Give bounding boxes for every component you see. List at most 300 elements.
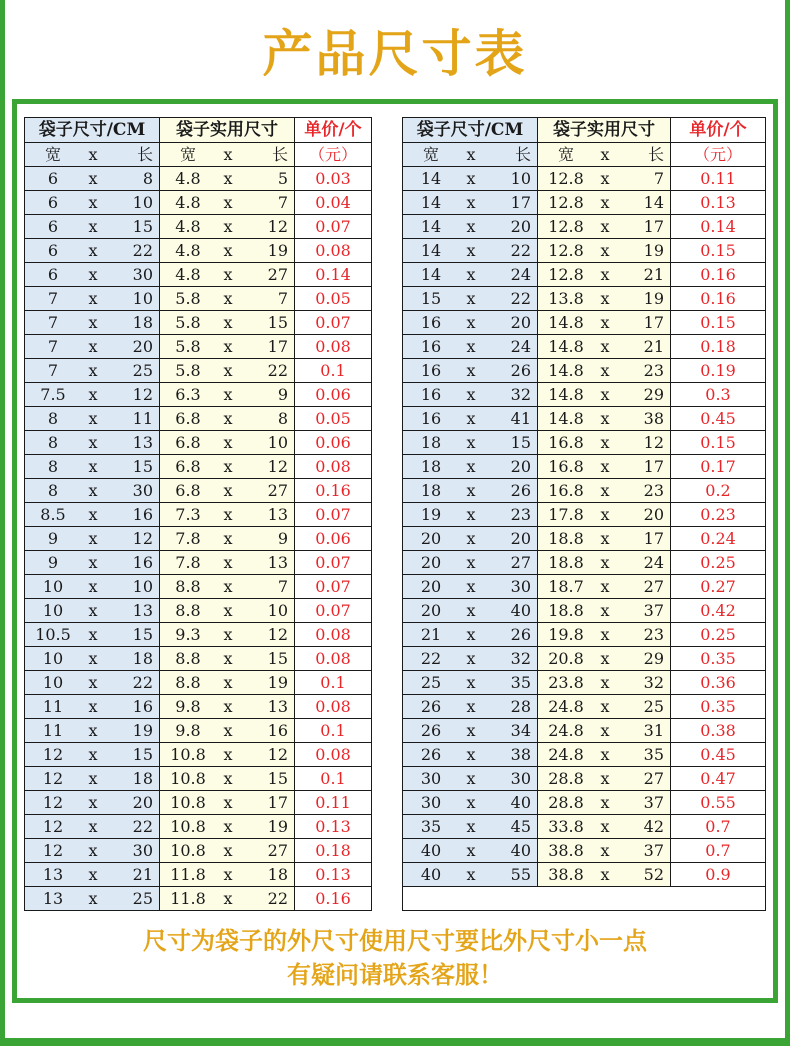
times-sign: x bbox=[88, 289, 98, 308]
length-value: 40 bbox=[510, 601, 531, 620]
table-row bbox=[25, 647, 372, 671]
price-cell: 0.05 bbox=[295, 407, 372, 431]
length-value: 20 bbox=[132, 337, 153, 356]
length-value: 38 bbox=[510, 745, 531, 764]
times-sign: x bbox=[466, 817, 476, 836]
width-value: 19.8 bbox=[548, 625, 584, 644]
table-row bbox=[25, 431, 372, 455]
times-sign: x bbox=[600, 241, 610, 260]
times-sign: x bbox=[466, 265, 476, 284]
subheader-length: 长 bbox=[136, 145, 153, 164]
times-sign: x bbox=[223, 745, 233, 764]
times-sign: x bbox=[223, 841, 233, 860]
usable-size-cell bbox=[160, 743, 295, 767]
subheader-x: x bbox=[88, 145, 98, 164]
bag-size-cell bbox=[403, 599, 538, 623]
subheader-length: 长 bbox=[647, 145, 664, 164]
price-cell: 0.08 bbox=[295, 647, 372, 671]
bag-size-cell bbox=[25, 239, 160, 263]
width-value: 14 bbox=[420, 241, 442, 260]
times-sign: x bbox=[88, 433, 98, 452]
width-value: 12 bbox=[42, 817, 64, 836]
times-sign: x bbox=[88, 625, 98, 644]
length-value: 27 bbox=[643, 577, 664, 596]
length-value: 26 bbox=[510, 625, 531, 644]
width-value: 6.8 bbox=[175, 457, 201, 476]
length-value: 26 bbox=[510, 481, 531, 500]
price-cell: 0.45 bbox=[671, 743, 766, 767]
times-sign: x bbox=[88, 649, 98, 668]
times-sign: x bbox=[223, 313, 233, 332]
width-value: 8 bbox=[47, 433, 59, 452]
times-sign: x bbox=[466, 553, 476, 572]
times-sign: x bbox=[600, 337, 610, 356]
width-value: 9.8 bbox=[175, 721, 201, 740]
table-row bbox=[25, 671, 372, 695]
times-sign: x bbox=[88, 313, 98, 332]
subheader-x: x bbox=[223, 145, 233, 164]
width-value: 14.8 bbox=[548, 409, 584, 428]
bag-size-cell bbox=[403, 575, 538, 599]
times-sign: x bbox=[466, 745, 476, 764]
price-cell: 0.18 bbox=[671, 335, 766, 359]
length-value: 30 bbox=[510, 577, 531, 596]
table-row bbox=[403, 719, 766, 743]
length-value: 22 bbox=[510, 289, 531, 308]
width-value: 26 bbox=[420, 697, 442, 716]
usable-size-cell bbox=[160, 479, 295, 503]
table-row bbox=[25, 887, 372, 911]
width-value: 20 bbox=[420, 577, 442, 596]
subheader-width: 宽 bbox=[44, 145, 61, 164]
length-value: 21 bbox=[643, 265, 664, 284]
length-value: 38 bbox=[643, 409, 664, 428]
table-row bbox=[403, 311, 766, 335]
times-sign: x bbox=[223, 337, 233, 356]
times-sign: x bbox=[466, 433, 476, 452]
length-value: 9 bbox=[277, 385, 288, 404]
price-cell: 0.1 bbox=[295, 359, 372, 383]
length-value: 35 bbox=[510, 673, 531, 692]
price-cell: 0.07 bbox=[295, 575, 372, 599]
times-sign: x bbox=[223, 673, 233, 692]
length-value: 30 bbox=[510, 769, 531, 788]
width-value: 8 bbox=[47, 409, 59, 428]
price-cell: 0.06 bbox=[295, 383, 372, 407]
table-row bbox=[25, 359, 372, 383]
bag-size-cell bbox=[25, 383, 160, 407]
width-value: 17.8 bbox=[548, 505, 584, 524]
width-value: 20 bbox=[420, 529, 442, 548]
table-header-row bbox=[403, 118, 766, 143]
bag-size-cell bbox=[25, 719, 160, 743]
times-sign: x bbox=[88, 169, 98, 188]
times-sign: x bbox=[600, 265, 610, 284]
times-sign: x bbox=[88, 193, 98, 212]
times-sign: x bbox=[600, 361, 610, 380]
table-row bbox=[25, 239, 372, 263]
price-cell: 0.38 bbox=[671, 719, 766, 743]
length-value: 15 bbox=[132, 217, 153, 236]
price-cell: 0.35 bbox=[671, 695, 766, 719]
table-row bbox=[403, 767, 766, 791]
bag-size-cell bbox=[403, 743, 538, 767]
length-value: 7 bbox=[277, 193, 288, 212]
times-sign: x bbox=[600, 481, 610, 500]
table-row bbox=[403, 383, 766, 407]
price-cell: 0.13 bbox=[671, 191, 766, 215]
times-sign: x bbox=[223, 217, 233, 236]
bag-size-cell bbox=[403, 191, 538, 215]
bag-size-cell bbox=[25, 551, 160, 575]
usable-size-cell bbox=[538, 167, 671, 191]
bag-size-cell bbox=[25, 431, 160, 455]
usable-size-cell bbox=[160, 575, 295, 599]
length-value: 13 bbox=[132, 601, 153, 620]
length-value: 18 bbox=[267, 865, 288, 884]
width-value: 10.8 bbox=[170, 793, 206, 812]
times-sign: x bbox=[466, 601, 476, 620]
length-value: 8 bbox=[277, 409, 288, 428]
times-sign: x bbox=[88, 409, 98, 428]
table-row bbox=[403, 215, 766, 239]
width-value: 9.3 bbox=[175, 625, 201, 644]
usable-size-cell bbox=[160, 503, 295, 527]
table-row bbox=[403, 167, 766, 191]
bag-size-cell bbox=[25, 695, 160, 719]
price-cell: 0.08 bbox=[295, 695, 372, 719]
times-sign: x bbox=[223, 289, 233, 308]
price-cell: 0.16 bbox=[671, 263, 766, 287]
times-sign: x bbox=[88, 697, 98, 716]
usable-size-cell bbox=[538, 599, 671, 623]
price-cell: 0.25 bbox=[671, 551, 766, 575]
width-value: 40 bbox=[420, 841, 442, 860]
times-sign: x bbox=[466, 649, 476, 668]
times-sign: x bbox=[223, 817, 233, 836]
width-value: 10 bbox=[42, 577, 64, 596]
usable-size-cell bbox=[160, 335, 295, 359]
table-row-empty bbox=[403, 887, 766, 911]
times-sign: x bbox=[466, 217, 476, 236]
length-value: 15 bbox=[267, 649, 288, 668]
usable-size-cell bbox=[160, 647, 295, 671]
bag-size-cell bbox=[403, 431, 538, 455]
table-row bbox=[25, 599, 372, 623]
times-sign: x bbox=[600, 457, 610, 476]
table-row bbox=[25, 287, 372, 311]
table-row bbox=[403, 695, 766, 719]
bag-size-cell bbox=[25, 263, 160, 287]
width-value: 7.8 bbox=[175, 553, 201, 572]
times-sign: x bbox=[600, 817, 610, 836]
price-cell: 0.1 bbox=[295, 767, 372, 791]
width-value: 38.8 bbox=[548, 865, 584, 884]
width-value: 5.8 bbox=[175, 337, 201, 356]
price-cell: 0.15 bbox=[671, 311, 766, 335]
width-value: 6 bbox=[47, 241, 59, 260]
length-value: 24 bbox=[643, 553, 664, 572]
price-cell: 0.45 bbox=[671, 407, 766, 431]
usable-size-cell bbox=[538, 359, 671, 383]
length-value: 15 bbox=[132, 457, 153, 476]
width-value: 4.8 bbox=[175, 265, 201, 284]
length-value: 40 bbox=[510, 793, 531, 812]
times-sign: x bbox=[600, 577, 610, 596]
subheader-currency: （元） bbox=[295, 143, 372, 167]
times-sign: x bbox=[88, 457, 98, 476]
usable-size-cell bbox=[538, 551, 671, 575]
length-value: 29 bbox=[643, 649, 664, 668]
times-sign: x bbox=[600, 193, 610, 212]
length-value: 17 bbox=[267, 793, 288, 812]
subheader-currency: （元） bbox=[671, 143, 766, 167]
price-cell: 0.16 bbox=[671, 287, 766, 311]
times-sign: x bbox=[600, 769, 610, 788]
times-sign: x bbox=[223, 193, 233, 212]
width-value: 10.8 bbox=[170, 745, 206, 764]
table-row bbox=[25, 191, 372, 215]
times-sign: x bbox=[223, 169, 233, 188]
width-value: 7.5 bbox=[40, 385, 66, 404]
length-value: 10 bbox=[267, 433, 288, 452]
price-cell: 0.36 bbox=[671, 671, 766, 695]
usable-size-cell bbox=[538, 335, 671, 359]
times-sign: x bbox=[600, 217, 610, 236]
length-value: 16 bbox=[132, 505, 153, 524]
table-row bbox=[25, 863, 372, 887]
times-sign: x bbox=[223, 577, 233, 596]
table-row bbox=[403, 359, 766, 383]
width-value: 10 bbox=[42, 673, 64, 692]
width-value: 16 bbox=[420, 409, 442, 428]
times-sign: x bbox=[466, 529, 476, 548]
width-value: 12 bbox=[42, 841, 64, 860]
times-sign: x bbox=[466, 337, 476, 356]
price-cell: 0.07 bbox=[295, 503, 372, 527]
width-value: 28.8 bbox=[548, 793, 584, 812]
length-value: 17 bbox=[643, 457, 664, 476]
times-sign: x bbox=[88, 385, 98, 404]
width-value: 16.8 bbox=[548, 433, 584, 452]
bag-size-cell bbox=[25, 335, 160, 359]
width-value: 4.8 bbox=[175, 241, 201, 260]
width-value: 16.8 bbox=[548, 481, 584, 500]
price-cell: 0.13 bbox=[295, 863, 372, 887]
price-cell: 0.19 bbox=[671, 359, 766, 383]
width-value: 26 bbox=[420, 721, 442, 740]
bag-size-cell bbox=[403, 719, 538, 743]
times-sign: x bbox=[223, 529, 233, 548]
length-value: 25 bbox=[132, 889, 153, 908]
length-value: 19 bbox=[643, 241, 664, 260]
table-row bbox=[25, 839, 372, 863]
subheader-x: x bbox=[600, 145, 610, 164]
empty-cell bbox=[403, 887, 766, 911]
table-row bbox=[25, 719, 372, 743]
usable-size-cell bbox=[538, 263, 671, 287]
bag-size-cell bbox=[403, 455, 538, 479]
usable-size-cell bbox=[160, 407, 295, 431]
length-value: 21 bbox=[132, 865, 153, 884]
price-cell: 0.07 bbox=[295, 311, 372, 335]
times-sign: x bbox=[223, 361, 233, 380]
usable-size-cell bbox=[538, 479, 671, 503]
usable-size-cell bbox=[160, 887, 295, 911]
width-value: 10.8 bbox=[170, 841, 206, 860]
usable-size-cell bbox=[538, 311, 671, 335]
width-value: 14 bbox=[420, 169, 442, 188]
table-row bbox=[403, 191, 766, 215]
length-value: 20 bbox=[643, 505, 664, 524]
table-row bbox=[25, 311, 372, 335]
table-row bbox=[403, 431, 766, 455]
price-cell: 0.35 bbox=[671, 647, 766, 671]
width-value: 18.8 bbox=[548, 553, 584, 572]
width-value: 8.5 bbox=[40, 505, 66, 524]
bag-size-cell bbox=[25, 287, 160, 311]
bag-size-cell bbox=[25, 527, 160, 551]
price-cell: 0.7 bbox=[671, 815, 766, 839]
times-sign: x bbox=[223, 505, 233, 524]
times-sign: x bbox=[600, 793, 610, 812]
size-table-left bbox=[24, 117, 372, 911]
bag-size-cell bbox=[25, 839, 160, 863]
width-value: 18 bbox=[420, 433, 442, 452]
times-sign: x bbox=[466, 361, 476, 380]
times-sign: x bbox=[466, 193, 476, 212]
width-value: 14.8 bbox=[548, 361, 584, 380]
table-row bbox=[25, 575, 372, 599]
bag-size-cell bbox=[25, 767, 160, 791]
times-sign: x bbox=[223, 553, 233, 572]
times-sign: x bbox=[600, 409, 610, 428]
width-value: 16 bbox=[420, 337, 442, 356]
width-value: 38.8 bbox=[548, 841, 584, 860]
price-cell: 0.08 bbox=[295, 335, 372, 359]
times-sign: x bbox=[223, 409, 233, 428]
width-value: 11.8 bbox=[170, 865, 206, 884]
times-sign: x bbox=[600, 697, 610, 716]
price-cell: 0.05 bbox=[295, 287, 372, 311]
length-value: 22 bbox=[267, 889, 288, 908]
width-value: 9 bbox=[47, 553, 59, 572]
times-sign: x bbox=[223, 481, 233, 500]
width-value: 14 bbox=[420, 265, 442, 284]
times-sign: x bbox=[88, 601, 98, 620]
length-value: 27 bbox=[267, 265, 288, 284]
times-sign: x bbox=[88, 673, 98, 692]
width-value: 16.8 bbox=[548, 457, 584, 476]
width-value: 9.8 bbox=[175, 697, 201, 716]
length-value: 19 bbox=[267, 817, 288, 836]
bag-size-cell bbox=[25, 167, 160, 191]
times-sign: x bbox=[88, 769, 98, 788]
times-sign: x bbox=[223, 601, 233, 620]
length-value: 17 bbox=[643, 313, 664, 332]
width-value: 20 bbox=[420, 601, 442, 620]
times-sign: x bbox=[88, 241, 98, 260]
price-cell: 0.15 bbox=[671, 239, 766, 263]
times-sign: x bbox=[88, 841, 98, 860]
length-value: 27 bbox=[510, 553, 531, 572]
bag-size-cell bbox=[25, 671, 160, 695]
length-value: 16 bbox=[267, 721, 288, 740]
width-value: 20.8 bbox=[548, 649, 584, 668]
bag-size-cell bbox=[403, 215, 538, 239]
usable-size-cell bbox=[160, 767, 295, 791]
usable-size-cell bbox=[538, 863, 671, 887]
table-row bbox=[25, 335, 372, 359]
bag-size-cell bbox=[25, 503, 160, 527]
length-value: 20 bbox=[510, 457, 531, 476]
price-cell: 0.24 bbox=[671, 527, 766, 551]
price-cell: 0.08 bbox=[295, 623, 372, 647]
times-sign: x bbox=[223, 865, 233, 884]
length-value: 19 bbox=[267, 241, 288, 260]
usable-size-cell bbox=[160, 383, 295, 407]
width-value: 19 bbox=[420, 505, 442, 524]
width-value: 18.8 bbox=[548, 529, 584, 548]
price-cell: 0.11 bbox=[671, 167, 766, 191]
price-cell: 0.23 bbox=[671, 503, 766, 527]
times-sign: x bbox=[223, 265, 233, 284]
table-row bbox=[403, 863, 766, 887]
times-sign: x bbox=[88, 865, 98, 884]
width-value: 9 bbox=[47, 529, 59, 548]
usable-size-cell bbox=[538, 839, 671, 863]
times-sign: x bbox=[88, 529, 98, 548]
usable-size-cell bbox=[160, 359, 295, 383]
bag-size-cell bbox=[403, 527, 538, 551]
width-value: 6.8 bbox=[175, 433, 201, 452]
usable-size-cell bbox=[538, 287, 671, 311]
bag-size-cell bbox=[403, 671, 538, 695]
times-sign: x bbox=[600, 289, 610, 308]
width-value: 35 bbox=[420, 817, 442, 836]
price-cell: 0.06 bbox=[295, 431, 372, 455]
width-value: 10 bbox=[42, 601, 64, 620]
length-value: 20 bbox=[132, 793, 153, 812]
length-value: 25 bbox=[643, 697, 664, 716]
width-value: 23.8 bbox=[548, 673, 584, 692]
width-value: 8.8 bbox=[175, 577, 201, 596]
length-value: 13 bbox=[267, 697, 288, 716]
width-value: 20 bbox=[420, 553, 442, 572]
bag-size-cell bbox=[403, 695, 538, 719]
times-sign: x bbox=[466, 385, 476, 404]
usable-size-cell bbox=[160, 695, 295, 719]
times-sign: x bbox=[223, 697, 233, 716]
times-sign: x bbox=[600, 169, 610, 188]
length-value: 10 bbox=[267, 601, 288, 620]
bag-size-cell bbox=[403, 383, 538, 407]
width-value: 11 bbox=[42, 697, 64, 716]
times-sign: x bbox=[223, 889, 233, 908]
length-value: 15 bbox=[267, 313, 288, 332]
length-value: 32 bbox=[643, 673, 664, 692]
table-row bbox=[403, 287, 766, 311]
table-row bbox=[25, 551, 372, 575]
width-value: 6 bbox=[47, 217, 59, 236]
times-sign: x bbox=[223, 457, 233, 476]
times-sign: x bbox=[223, 649, 233, 668]
width-value: 12.8 bbox=[548, 193, 584, 212]
width-value: 14.8 bbox=[548, 337, 584, 356]
times-sign: x bbox=[223, 625, 233, 644]
length-value: 22 bbox=[132, 673, 153, 692]
table-row bbox=[403, 815, 766, 839]
